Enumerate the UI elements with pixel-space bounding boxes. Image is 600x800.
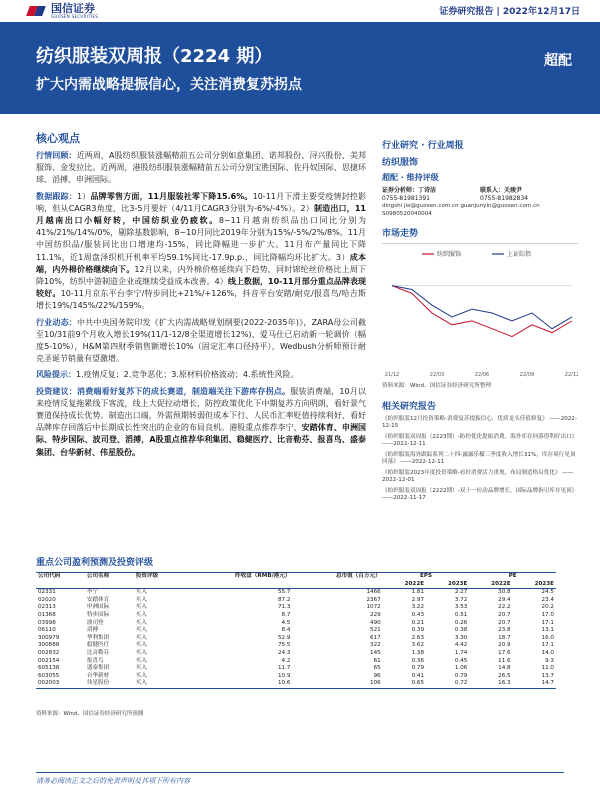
cell-name: 报喜鸟 — [86, 657, 104, 664]
top-bar — [0, 0, 600, 22]
cell-name: 申洲国际 — [86, 604, 110, 611]
earnings-table — [36, 572, 556, 689]
data-tracking-paragraph: 数据跟踪：1）品牌零售方面，11月服装社零下降15.6%。10-11月下滑主要受疫情封控影响，但从CAGR3角度，比3-5月要好（4/11月CAGR3分别为-6%/-4%）。2）制造出口，11月越南出口小幅好转，中国纺织业仍疲软。8~11月越南纺织品出口同比分别为41%/21%/14%/0%，剔除基数影响，8~10月同比2019年分别为15%/-5%/2%/8%。11月中国纺织品/服装同比出口增速均-15%，同比降幅进一步扩大。11月布产量同比下降11.1%，近1周盘泽织机开机率平均59.1%同比-17.9p.p.，同比降幅均环比扩大。3）成本端，内外棉价格继续向下。12月以来，内外棉价格延续向下趋势，同时锦纶丝价格比上周下降10%，纺织中游制造企业或继续受益成本改善。4）线上数据，10-11月部分重点品牌表现较好。10-11月京东平台李宁/特步同比+21%/+126%，抖音平台安踏/耐克/报喜鸟/哈吉斯增长19%/145%/22%/159%。 — [36, 191, 367, 311]
cell-eps22: 0.43 — [411, 611, 425, 618]
cell-eps22: 0.39 — [411, 627, 425, 634]
table-row — [36, 665, 556, 673]
cell-name: 特步国际 — [86, 611, 110, 618]
report-type-date: 证券研究报告 | 2022年12月17日 — [439, 7, 580, 17]
cell-name: 稳健医疗 — [86, 642, 110, 649]
col-eps: EPS — [383, 573, 470, 581]
cell-eps23: 1.06 — [454, 665, 468, 672]
cell-mcap: 1072 — [366, 604, 381, 611]
related-report-item[interactable]: 《纺织服装双周报（2223期）-防控优化提振消费，海外库存回落得利好出口》 ——2022-12-11 — [382, 433, 578, 447]
cell-pe23: 24.5 — [541, 589, 554, 596]
cell-eps22: 2.63 — [411, 634, 425, 641]
cell-pe23: 16.0 — [541, 634, 554, 641]
cell-eps23: 3.30 — [454, 634, 468, 641]
related-report-item[interactable]: 《纺织服装12月投资策略-消费复苏提振信心，优质龙头佳值修复》 ——2022-12-15 — [382, 415, 577, 429]
series-line-1 — [392, 286, 572, 329]
cell-price: 11.7 — [277, 665, 291, 672]
cell-name: 伟星股份 — [85, 680, 134, 688]
cell-code: 02020 — [38, 596, 56, 603]
cell-pe23: 23.4 — [541, 596, 554, 603]
phone-row: 0755-81981391 0755-81982834 — [382, 195, 528, 202]
cell-pe23: 11.0 — [541, 665, 554, 672]
cell-mcap: 106 — [292, 680, 382, 688]
eps-2022-header: 2022E — [383, 581, 426, 589]
cell-pe23: 17.0 — [541, 611, 554, 618]
sidebar-rating: 超配 · 维持评级 — [382, 173, 439, 182]
cell-name: 李宁 — [86, 589, 99, 596]
related-list — [382, 416, 578, 503]
table-title: 重点公司盈利预测及投资评级 — [36, 558, 154, 568]
col-code: 公司代码 — [36, 573, 85, 581]
col-mcap: 总市值（百万元） — [292, 573, 382, 581]
title-banner — [0, 22, 600, 114]
cell-name: 华利集团 — [86, 634, 110, 641]
logo-english: GUOSEN SECURITIES — [51, 14, 99, 19]
cell-eps22: 3.22 — [411, 604, 425, 611]
cell-rating: 买入 — [135, 634, 147, 641]
section-title: 核心观点 — [36, 132, 80, 145]
cell-code: 300979 — [38, 634, 60, 641]
cell-rating: 买入 — [135, 657, 147, 664]
cell-pe22: 20.7 — [498, 619, 511, 626]
cell-mcap: 65 — [373, 665, 381, 672]
cell-pe23: 20.2 — [541, 604, 554, 611]
table-row — [36, 597, 556, 605]
cell-pe22: 29.4 — [498, 596, 511, 603]
cell-rating: 买入 — [135, 596, 147, 603]
risk-paragraph: 风险提示：1.疫情反复；2.竞争恶化；3.原材料价格波动；4.系统性风险。 — [36, 370, 299, 380]
cell-mcap: 145 — [370, 649, 381, 656]
cell-pe22: 14.8 — [498, 665, 511, 672]
cell-price: 4.5 — [281, 619, 291, 626]
cell-code: 605138 — [38, 665, 60, 672]
footer-rule — [36, 772, 564, 773]
logo — [28, 2, 98, 20]
cell-mcap: 617 — [370, 634, 381, 641]
table-row — [36, 642, 556, 650]
footer-disclaimer: 请务必阅读正文之后的免责声明及其项下所有内容 — [36, 777, 190, 785]
cell-eps23: 0.45 — [454, 657, 468, 664]
cell-mcap: 1466 — [366, 589, 381, 596]
cell-eps22: 0.65 — [383, 680, 426, 688]
cell-rating: 买入 — [135, 672, 147, 679]
cell-eps23: 0.51 — [454, 611, 468, 618]
cell-pe22: 22.2 — [498, 604, 511, 611]
cell-pe23: 13.1 — [541, 627, 554, 634]
legend-label: 纺织服饰 — [437, 251, 462, 258]
x-tick-label: 21/12 — [384, 372, 400, 378]
cell-pe22: 18.7 — [498, 634, 511, 641]
cell-rating: 买入 — [135, 665, 147, 672]
cell-pe22: 20.7 — [498, 611, 511, 618]
cell-rating: 买入 — [135, 611, 147, 618]
cell-pe22: 20.9 — [498, 642, 511, 649]
cell-mcap: 229 — [370, 611, 381, 618]
table-row — [36, 650, 556, 658]
cell-eps22: 0.41 — [411, 672, 425, 679]
cell-code: 300888 — [38, 642, 60, 649]
cell-pe23: 9.3 — [545, 657, 554, 664]
cell-eps22: 1.81 — [411, 589, 425, 596]
logo-icon — [28, 4, 46, 18]
cell-mcap: 521 — [370, 627, 381, 634]
x-tick-label: 22/12 — [564, 372, 578, 378]
cell-price: 75.5 — [277, 642, 291, 649]
cell-eps22: 1.38 — [411, 649, 425, 656]
cell-name: 比音勒芬 — [86, 649, 110, 656]
table-row — [36, 589, 556, 597]
industry-news-paragraph: 行业动态：中共中央国务院印发《扩大内需战略规划纲要(2022-2035年)》，ZARA母公司截至10/31前9个月收入增长19%(11/1-12/8全渠道增长12%)、爱马仕已启动新一轮调价（幅度5-10%），H&M第四财季销售额增长10%（固定汇率口径持平），Wedbush分析师预计耐克圣诞节销量有望激增。 — [36, 317, 366, 364]
logo-name: 国信证券 — [51, 2, 95, 15]
cell-price: 24.3 — [277, 649, 291, 656]
x-tick-label: 22/09 — [519, 372, 535, 378]
cell-pe23: 17.1 — [541, 619, 554, 626]
industry-name: 纺织服饰 — [382, 158, 419, 168]
cell-rating: 买入 — [135, 649, 147, 656]
market-trend-svg — [382, 244, 578, 382]
cell-rating: 买入 — [135, 604, 147, 611]
col-pe: PE — [469, 573, 556, 581]
chart-title: 市场走势 — [382, 229, 419, 239]
market-trend-chart — [382, 243, 578, 381]
cell-eps22: 0.79 — [411, 665, 425, 672]
investment-advice-paragraph: 投资建议：消费端看好复苏下的成长赛道，制造端关注下游库存拐点。服装消费端，10月以来疫情反复拖累线下客流，线上大促拉动增长，防控政策优化下中期复苏方向明朗，看好景气赛道保持成长优势。制造出口端，外需预期转弱但成本下行、人民币汇率贬值持续利好，看好品牌库存回落后中长期成长性突出的企业的布局良机。港股重点推荐李宁、安踏体育、申洲国际、特步国际、波司登、滔搏，A股重点推荐华利集团、稳健医疗、比音勒芬、报喜鸟、盛泰集团、台华新材、伟星股份。 — [36, 386, 367, 457]
cell-eps23: 0.38 — [454, 627, 468, 634]
cell-pe22: 23.8 — [498, 627, 511, 634]
cell-price: 71.3 — [277, 604, 291, 611]
cell-pe23: 14.0 — [541, 649, 554, 656]
cell-rating: 买入 — [135, 627, 147, 634]
cell-eps23: 1.74 — [454, 649, 468, 656]
cell-mcap: 61 — [373, 657, 381, 664]
table-row — [36, 635, 556, 643]
cell-pe22: 11.6 — [498, 657, 511, 664]
cell-eps22: 0.21 — [411, 619, 425, 626]
report-subtitle: 扩大内需战略提振信心，关注消费复苏拐点 — [36, 77, 302, 93]
col-name: 公司名称 — [85, 573, 134, 581]
cell-eps23: 0.72 — [426, 680, 469, 688]
cell-eps22: 3.62 — [411, 642, 425, 649]
cell-pe23: 13.7 — [541, 672, 554, 679]
cell-name: 滔搏 — [86, 627, 99, 634]
cell-name: 盛泰集团 — [86, 665, 110, 672]
cell-code: 603055 — [38, 672, 60, 679]
eps-2023-header: 2023E — [426, 581, 469, 589]
cell-price: 8.7 — [281, 611, 291, 618]
cell-code: 01368 — [38, 611, 56, 618]
table-row — [36, 658, 556, 666]
related-title: 相关研究报告 — [382, 401, 437, 412]
cell-eps23: 3.53 — [454, 604, 468, 611]
table-source: 资料来源：Wind、国信证券经济研究所预测 — [36, 711, 144, 717]
cell-rating: 买入 — [135, 589, 147, 596]
cell-name: 波司登 — [86, 619, 104, 626]
col-rating: 投资评级 — [134, 573, 183, 581]
cell-eps22: 0.36 — [411, 657, 425, 664]
col-price: 昨收盘（RMB/港元） — [183, 573, 293, 581]
cell-eps23: 4.42 — [454, 642, 468, 649]
chart-source: 资料来源：Wind、国信证券经济研究所整理 — [382, 383, 492, 389]
cell-mcap: 96 — [373, 672, 381, 679]
cell-pe22: 16.3 — [469, 680, 512, 688]
cell-code: 002154 — [38, 657, 60, 664]
cell-code: 002003 — [36, 680, 85, 688]
pe-2023-header: 2023E — [513, 581, 556, 589]
analyst-emails: dingshi jie@guosen.com.cn guanjunyin@guosen.com.cn — [382, 203, 540, 209]
cell-eps23: 3.72 — [454, 596, 468, 603]
cell-rating: 买入 — [134, 680, 183, 688]
cell-name: 安踏体育 — [86, 596, 110, 603]
cell-mcap: 2367 — [366, 596, 381, 603]
cell-code: 002832 — [38, 649, 60, 656]
x-tick-label: 22/03 — [429, 372, 445, 378]
cell-eps23: 0.79 — [454, 672, 468, 679]
cell-pe22: 30.8 — [498, 589, 511, 596]
analyst-row: 证券分析师：丁诗洁 联系人：关竣尹 — [382, 187, 523, 194]
cell-eps23: 0.26 — [454, 619, 468, 626]
cell-mcap: 322 — [370, 642, 381, 649]
cell-price: 10.6 — [183, 680, 293, 688]
cell-price: 8.4 — [281, 627, 291, 634]
analyst-license: S0980520040004 — [382, 210, 432, 217]
cell-price: 10.9 — [277, 672, 291, 679]
cell-price: 4.2 — [281, 657, 291, 664]
cell-price: 87.2 — [277, 596, 291, 603]
cell-pe22: 17.6 — [498, 649, 511, 656]
cell-eps23: 2.27 — [454, 589, 468, 596]
legend-label: 上证综指 — [507, 251, 532, 258]
x-tick-label: 22/06 — [474, 372, 490, 378]
pe-2022-header: 2022E — [469, 581, 512, 589]
sidebar — [382, 138, 578, 506]
related-report-item[interactable]: 《纺织服装2023年度投资策略-看好消费活力重现，布局制造格局优化》 ——2022-12-01 — [382, 469, 574, 483]
related-report-item[interactable]: 《纺织服装双周报（2222期）-双十一拉动品牌增长，国际品牌指引库存见顶》 ——2022-11-17 — [382, 487, 578, 501]
cell-pe23: 17.1 — [541, 642, 554, 649]
cell-code: 02331 — [38, 589, 56, 596]
table-row — [36, 604, 556, 612]
cell-pe23: 14.7 — [513, 680, 556, 688]
table-row — [36, 673, 556, 681]
industry-line: 行业研究 · 行业周报 — [382, 141, 464, 151]
cell-code: 03998 — [38, 619, 56, 626]
cell-eps22: 2.97 — [411, 596, 425, 603]
main-column — [36, 130, 366, 463]
cell-rating: 买入 — [135, 642, 147, 649]
table-row — [36, 627, 556, 635]
cell-price: 52.9 — [277, 634, 291, 641]
table-row — [36, 620, 556, 628]
cell-price: 55.7 — [277, 589, 291, 596]
market-review-paragraph: 行情回顾：近两周，A股纺织服装涨幅精前五公司分别如意集团、诺邦股份、浔兴股份、美邦服饰、金发拉比。近两周，港股纺织服装涨幅精前五公司分别宝胜国际、佐丹奴国际、思捷环球、滔搏、申洲国际。 — [36, 151, 366, 185]
cell-rating: 买入 — [135, 619, 147, 626]
cell-name: 台华新材 — [86, 672, 110, 679]
cell-code: 02313 — [38, 604, 56, 611]
rating-badge: 超配 — [544, 53, 572, 69]
table-row — [36, 680, 556, 688]
cell-code: 06110 — [38, 627, 56, 634]
table-row — [36, 612, 556, 620]
report-title: 纺织服装双周报（2224 期） — [36, 46, 273, 67]
related-report-item[interactable]: 《纺织服装海外跟踪系列二十四-露露乐檬三季度收入增长31%，库存周行见顶回落》 ——2022-12-11 — [382, 451, 576, 465]
cell-pe22: 26.5 — [498, 672, 511, 679]
cell-mcap: 490 — [370, 619, 381, 626]
